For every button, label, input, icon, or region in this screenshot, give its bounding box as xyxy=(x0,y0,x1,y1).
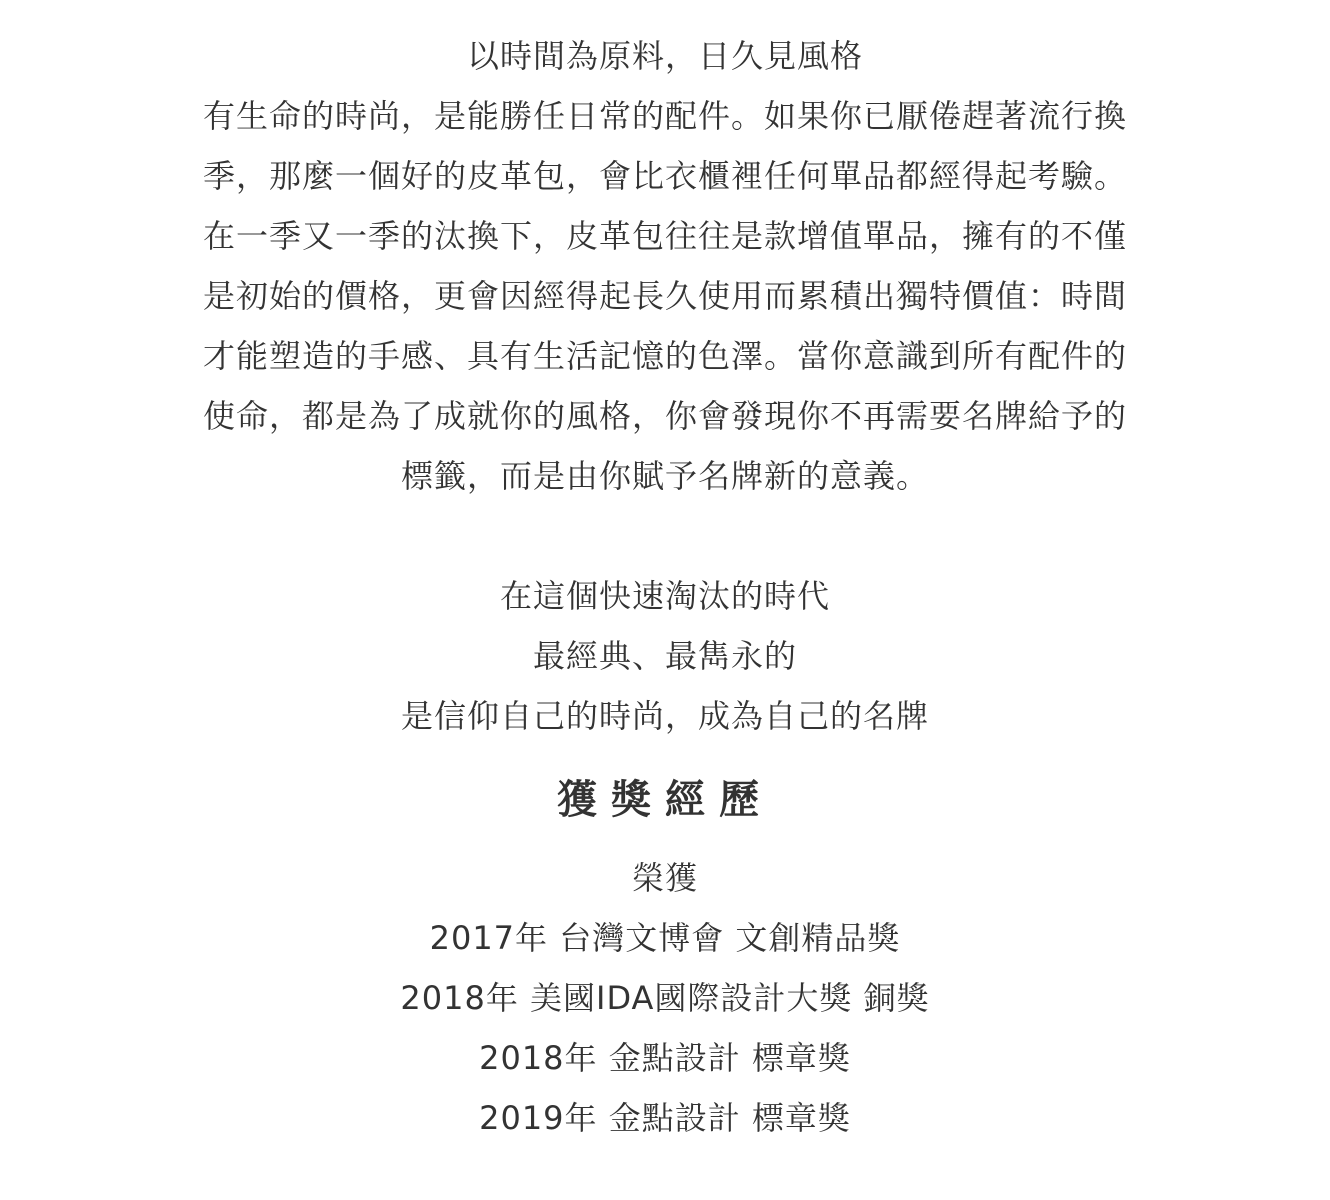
intro-title: 以時間為原料，日久見風格 xyxy=(466,37,863,75)
intro-paragraph-line: 是初始的價格，更會因經得起長久使用而累積出獨特價值：時間 xyxy=(202,277,1127,315)
award-item: 2019年 金點設計 標章獎 xyxy=(479,1099,851,1137)
intro-paragraph-line: 使命，都是為了成就你的風格，你會發現你不再需要名牌給予的 xyxy=(202,397,1127,435)
awards-subheading: 榮獲 xyxy=(631,859,698,897)
intro-paragraph-line: 季，那麼一個好的皮革包，會比衣櫃裡任何單品都經得起考驗。 xyxy=(202,157,1127,195)
awards-heading: 獲獎經歷 xyxy=(557,777,773,823)
slogan-line: 是信仰自己的時尚，成為自己的名牌 xyxy=(400,697,929,735)
slogan-line: 在這個快速淘汰的時代 xyxy=(499,577,830,615)
award-item: 2017年 台灣文博會 文創精品獎 xyxy=(429,919,901,957)
intro-paragraph-line: 在一季又一季的汰換下，皮革包往往是款增值單品，擁有的不僅 xyxy=(202,217,1127,255)
intro-paragraph-line: 有生命的時尚，是能勝任日常的配件。如果你已厭倦趕著流行換 xyxy=(202,97,1127,135)
award-item: 2018年 美國IDA國際設計大獎 銅獎 xyxy=(400,979,930,1017)
slogan-line: 最經典、最雋永的 xyxy=(532,637,797,675)
award-item: 2018年 金點設計 標章獎 xyxy=(479,1039,851,1077)
intro-paragraph-line: 標籤，而是由你賦予名牌新的意義。 xyxy=(400,457,929,495)
intro-paragraph-line: 才能塑造的手感、具有生活記憶的色澤。當你意識到所有配件的 xyxy=(202,337,1127,375)
